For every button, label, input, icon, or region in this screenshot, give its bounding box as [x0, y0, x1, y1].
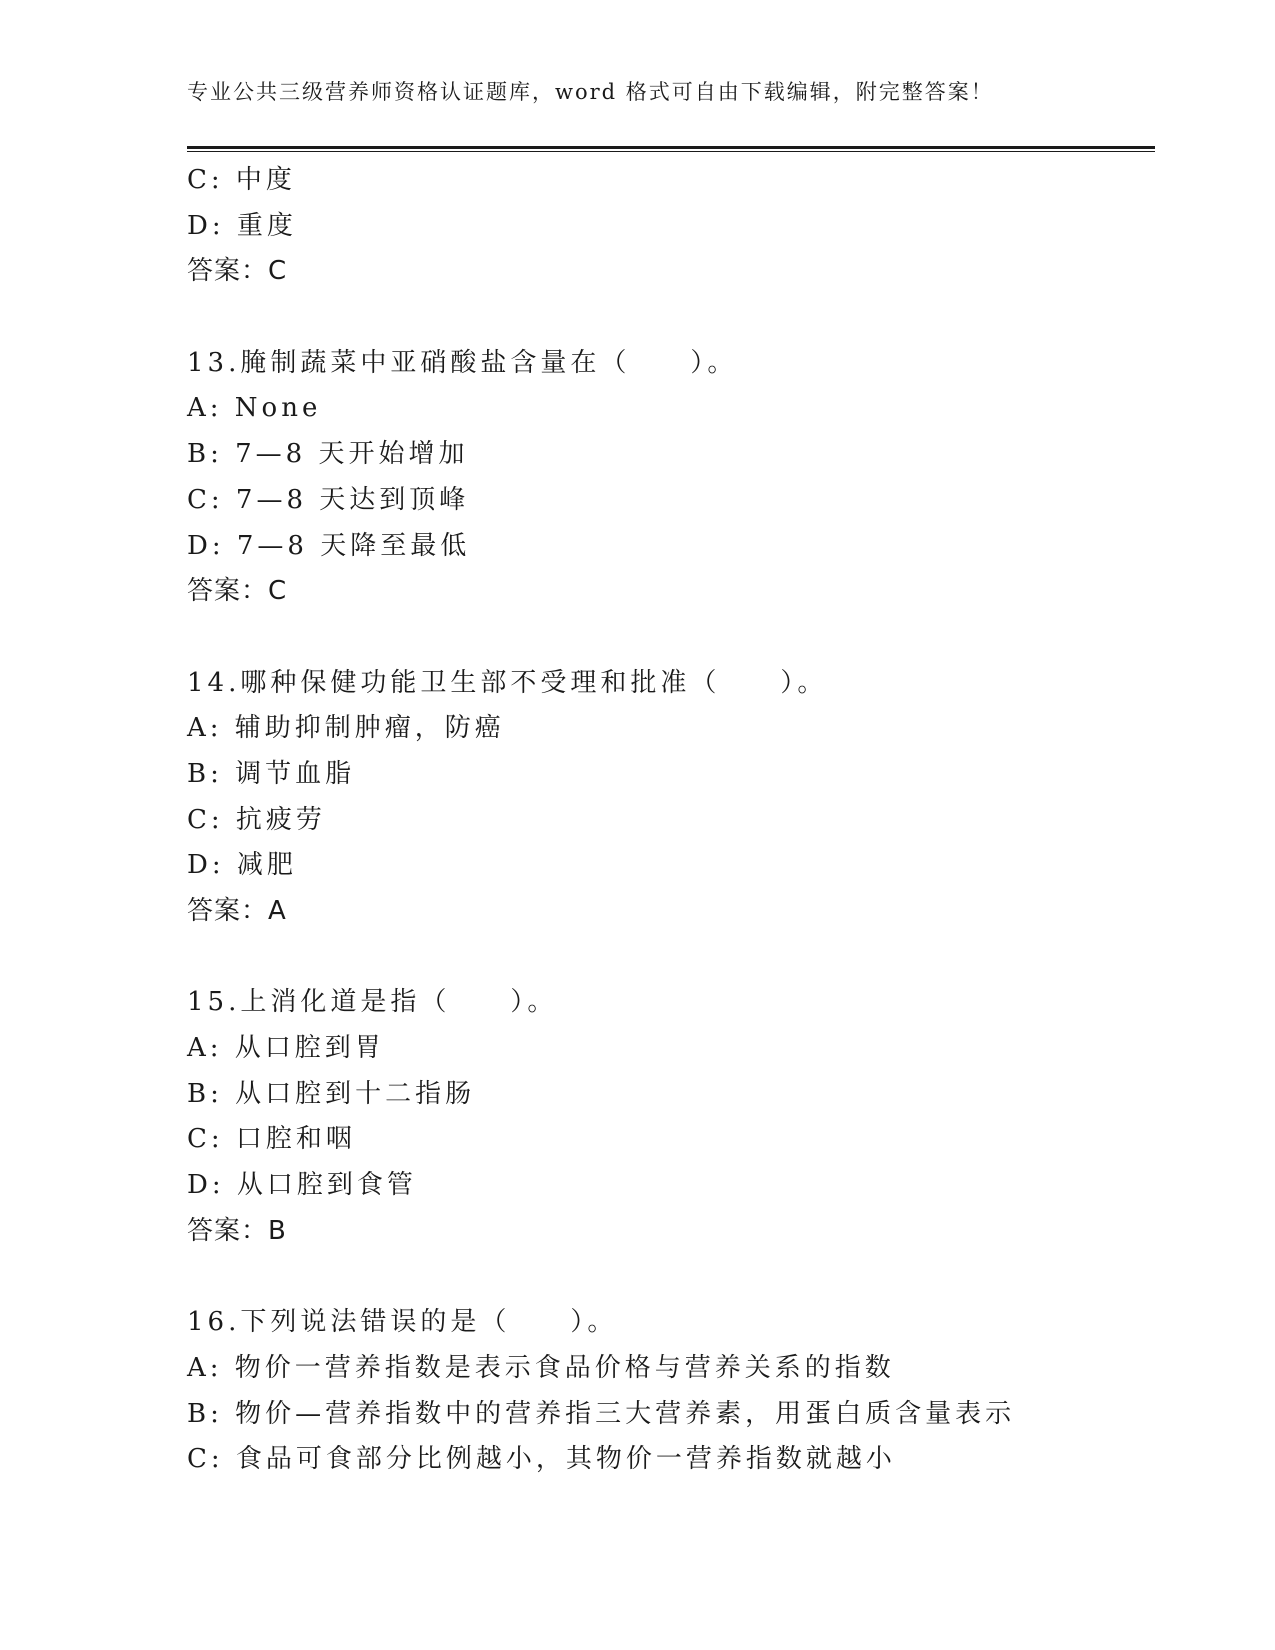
question-stem: 16.下列说法错误的是（ ）。 — [187, 1307, 618, 1338]
option-line: D: 从口腔到食管 — [187, 1170, 417, 1201]
answer-line: 答案：C — [187, 256, 288, 287]
option-line: A: 辅助抑制肿瘤，防癌 — [187, 713, 505, 744]
question-stem: 13.腌制蔬菜中亚硝酸盐含量在（ ）。 — [187, 347, 738, 378]
option-line: C: 食品可食部分比例越小，其物价一营养指数就越小 — [187, 1444, 896, 1475]
answer-line: 答案：C — [187, 576, 288, 607]
document-body — [187, 158, 1155, 1483]
option-line: A: None — [187, 393, 322, 424]
spacer — [187, 1255, 1155, 1301]
option-line: C: 抗疲劳 — [187, 804, 326, 835]
spacer — [187, 935, 1155, 981]
question-stem: 14.哪种保健功能卫生部不受理和批准（ ）。 — [187, 667, 828, 698]
option-line: C: 口腔和咽 — [187, 1124, 356, 1155]
header-rule-thin — [187, 151, 1155, 152]
answer-line: 答案：B — [187, 1215, 287, 1246]
option-line: D: 减肥 — [187, 850, 297, 881]
option-line: A: 从口腔到胃 — [187, 1033, 385, 1064]
option-line: B: 从口腔到十二指肠 — [187, 1078, 476, 1109]
option-line: C: 7—8 天达到顶峰 — [187, 484, 470, 515]
option-line: A: 物价一营养指数是表示食品价格与营养关系的指数 — [187, 1352, 895, 1383]
spacer — [187, 615, 1155, 661]
option-line: D: 重度 — [187, 210, 297, 241]
option-line: B: 7—8 天开始增加 — [187, 439, 469, 470]
option-line: D: 7—8 天降至最低 — [187, 530, 471, 561]
header-rule-thick — [187, 146, 1155, 149]
answer-line: 答案：A — [187, 896, 287, 926]
spacer — [187, 295, 1155, 341]
question-stem: 15.上消化道是指（ ）。 — [187, 987, 558, 1018]
option-line: C: 中度 — [187, 165, 296, 195]
option-line: B: 物价—营养指数中的营养指三大营养素，用蛋白质含量表示 — [187, 1398, 1016, 1429]
option-line: B: 调节血脂 — [187, 758, 356, 789]
page-header: 专业公共三级营养师资格认证题库，word 格式可自由下载编辑，附完整答案！ — [187, 80, 994, 104]
